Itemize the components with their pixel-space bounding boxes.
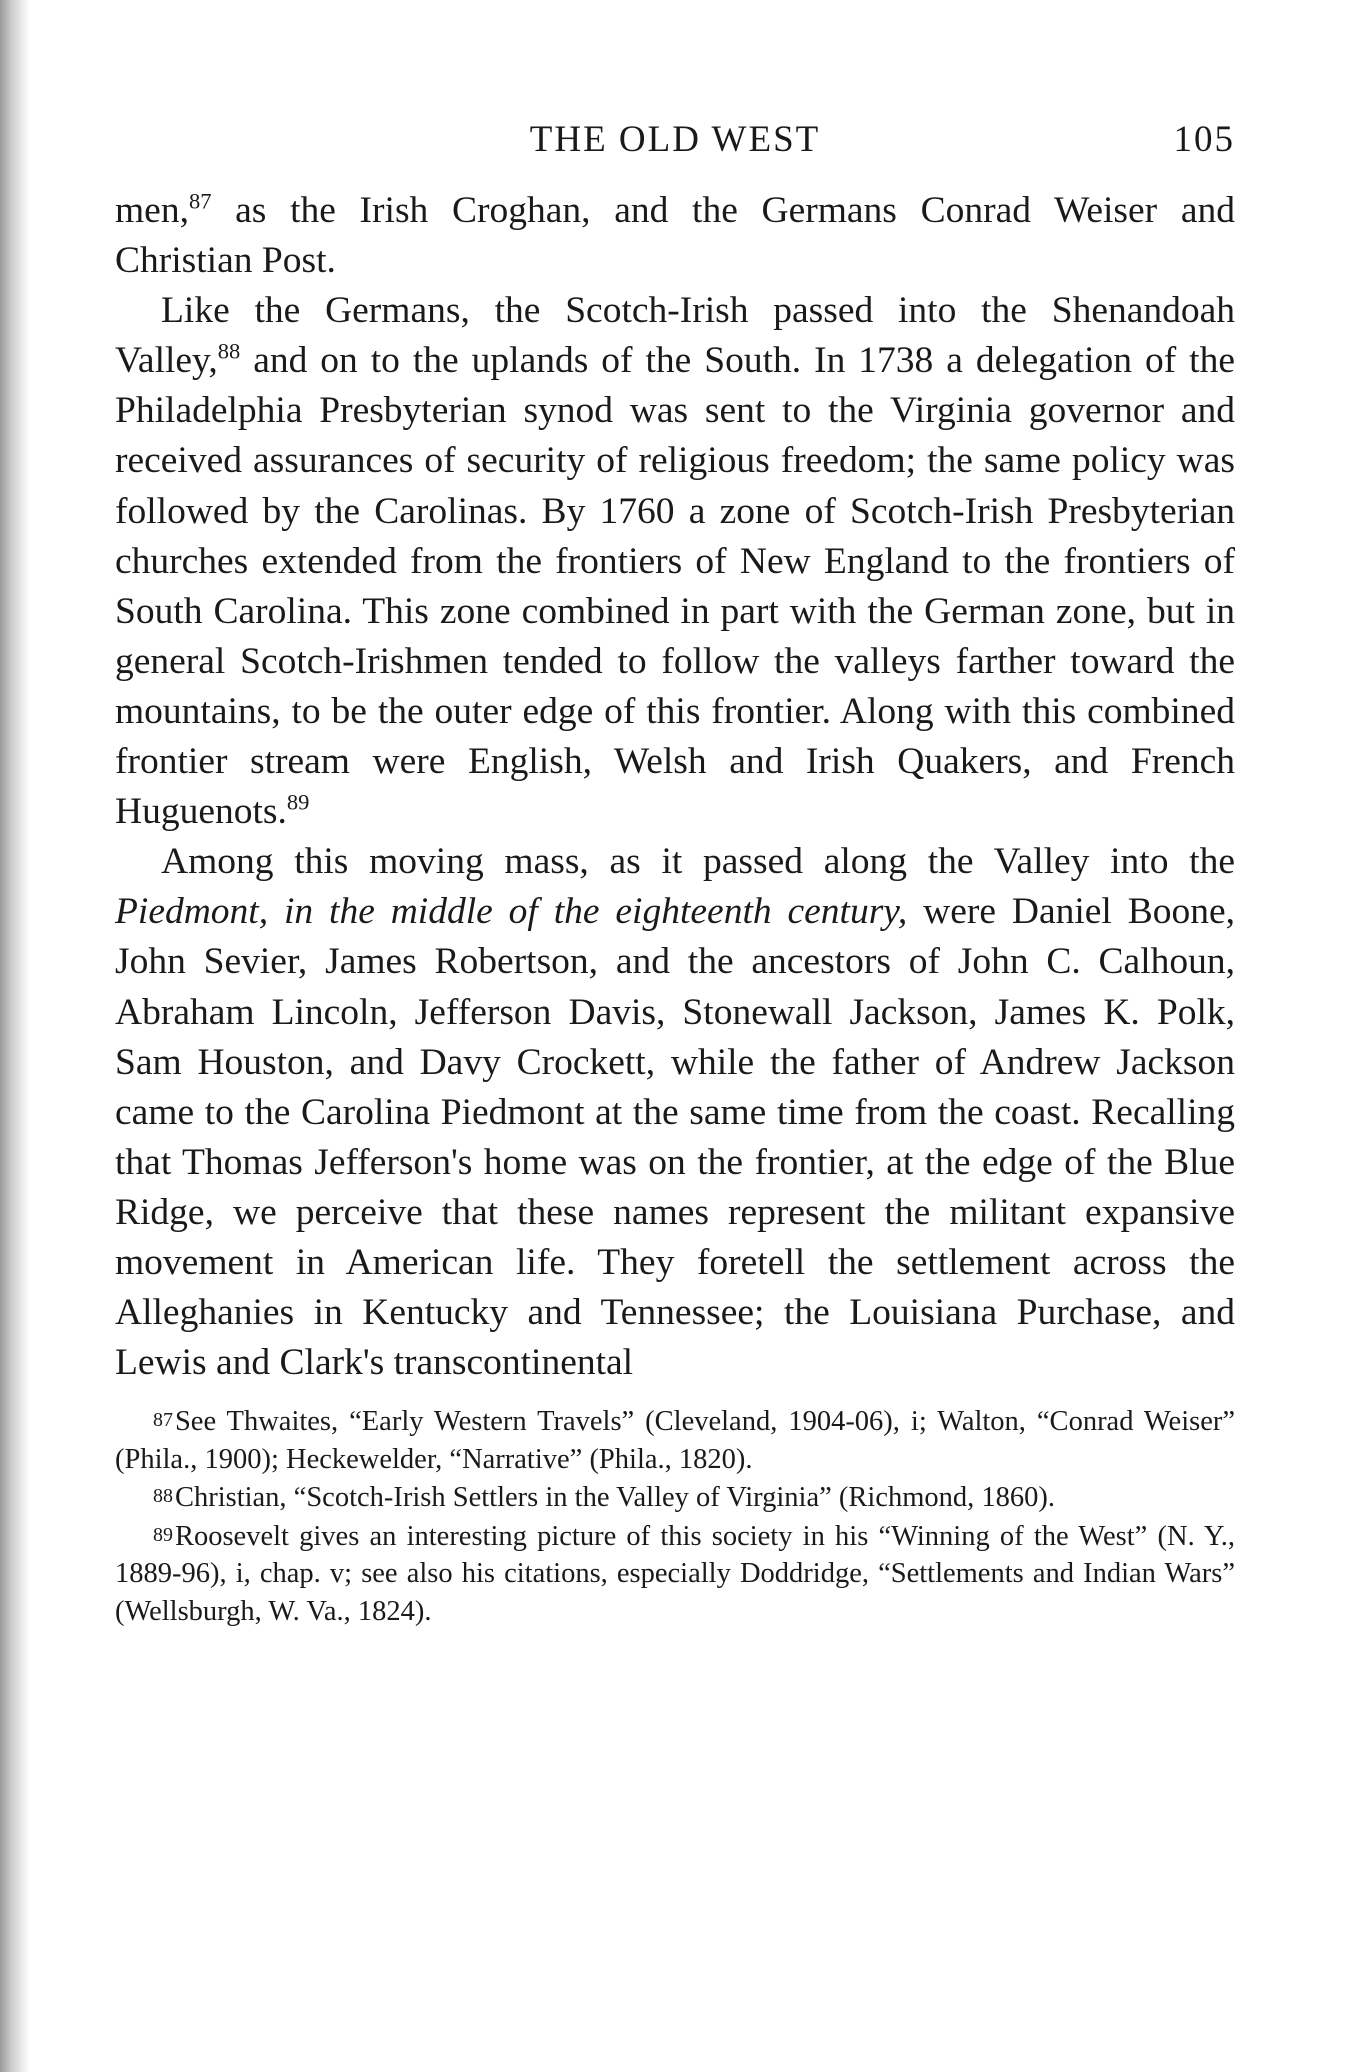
page-header	[115, 118, 1235, 178]
footnote-text: Roosevelt gives an interesting picture of this society in his “Winning of the West” (N. Y., 1889-96), i, chap. v; see also his citations, especially Doddridge, “Settlements and Indian Wars” (Wellsburgh, W. Va., 1824).	[115, 1520, 1235, 1627]
footnote-number: 88	[153, 1485, 173, 1508]
paragraph-continued	[115, 186, 1235, 286]
paragraph-text: Like the Germans, the Scotch-Irish passed into the Shenandoah Valley,	[115, 290, 1235, 382]
footnote-ref: 88	[217, 338, 241, 364]
footnote-88	[115, 1478, 1235, 1517]
footnote-87	[115, 1402, 1235, 1478]
paragraph-text: men,	[115, 190, 189, 231]
book-page	[115, 118, 1235, 1630]
footnote-text: Christian, “Scotch-Irish Settlers in the Valley of Virginia” (Richmond, 1860).	[174, 1482, 1056, 1514]
footnote-ref: 89	[286, 789, 310, 815]
paragraph-text: were Daniel Boone, John Sevier, James Robertson, and the ancestors of John C. Calhoun, Abraham Lincoln, Jefferson Davis, Stonewall Jackson, James K. Polk, Sam Houston, and Davy Crockett, while the father of Andrew Jackson came to the Carolina Piedmont at the same time from the coast. Recalling that Thomas Jefferson's home was on the frontier, at the edge of the Blue Ridge, we perceive that these names represent the militant expansive movement in American life. They foretell the settlement across the Alleghanies in Kentucky and Tennessee; the Louisiana Purchase, and Lewis and Clark's transcontinental	[115, 891, 1235, 1384]
footnote-number: 89	[153, 1523, 173, 1546]
footnote-ref: 87	[188, 188, 212, 214]
running-title: THE OLD WEST	[529, 119, 821, 160]
paragraph-moving-mass	[115, 837, 1235, 1388]
paragraph-text: and on to the uplands of the South. In 1738 a delegation of the Philadelphia Presbyterian synod was sent to the Virginia governor and received assurances of security of religious freedom; the same policy was followed by the Carolinas. By 1760 a zone of Scotch-Irish Presbyterian churches extended from the frontiers of New England to the frontiers of South Carolina. This zone combined in part with the German zone, but in general Scotch-Irishmen tended to follow the valleys farther toward the mountains, to be the outer edge of this frontier. Along with this combined frontier stream were English, Welsh and Irish Quakers, and French Huguenots.	[115, 340, 1235, 833]
paragraph-text: Among this moving mass, as it passed along the Valley into the	[161, 841, 1235, 883]
paragraph-scotch-irish	[115, 286, 1235, 837]
footnotes	[115, 1402, 1235, 1630]
paragraph-italic-text: Piedmont, in the middle of the eighteenth century,	[115, 891, 908, 933]
paragraph-text: as the Irish Croghan, and the Germans Conrad Weiser and Christian Post.	[115, 190, 1235, 282]
page-number: 105	[1173, 119, 1235, 160]
footnote-text: See Thwaites, “Early Western Travels” (Cleveland, 1904-06), i; Walton, “Conrad Weiser” (Phila., 1900); Heckewelder, “Narrative” (Phila., 1820).	[115, 1406, 1235, 1475]
footnote-89	[115, 1517, 1235, 1631]
footnote-number: 87	[153, 1409, 173, 1432]
scan-gutter-shadow	[0, 0, 30, 2072]
body-text	[115, 186, 1235, 1388]
